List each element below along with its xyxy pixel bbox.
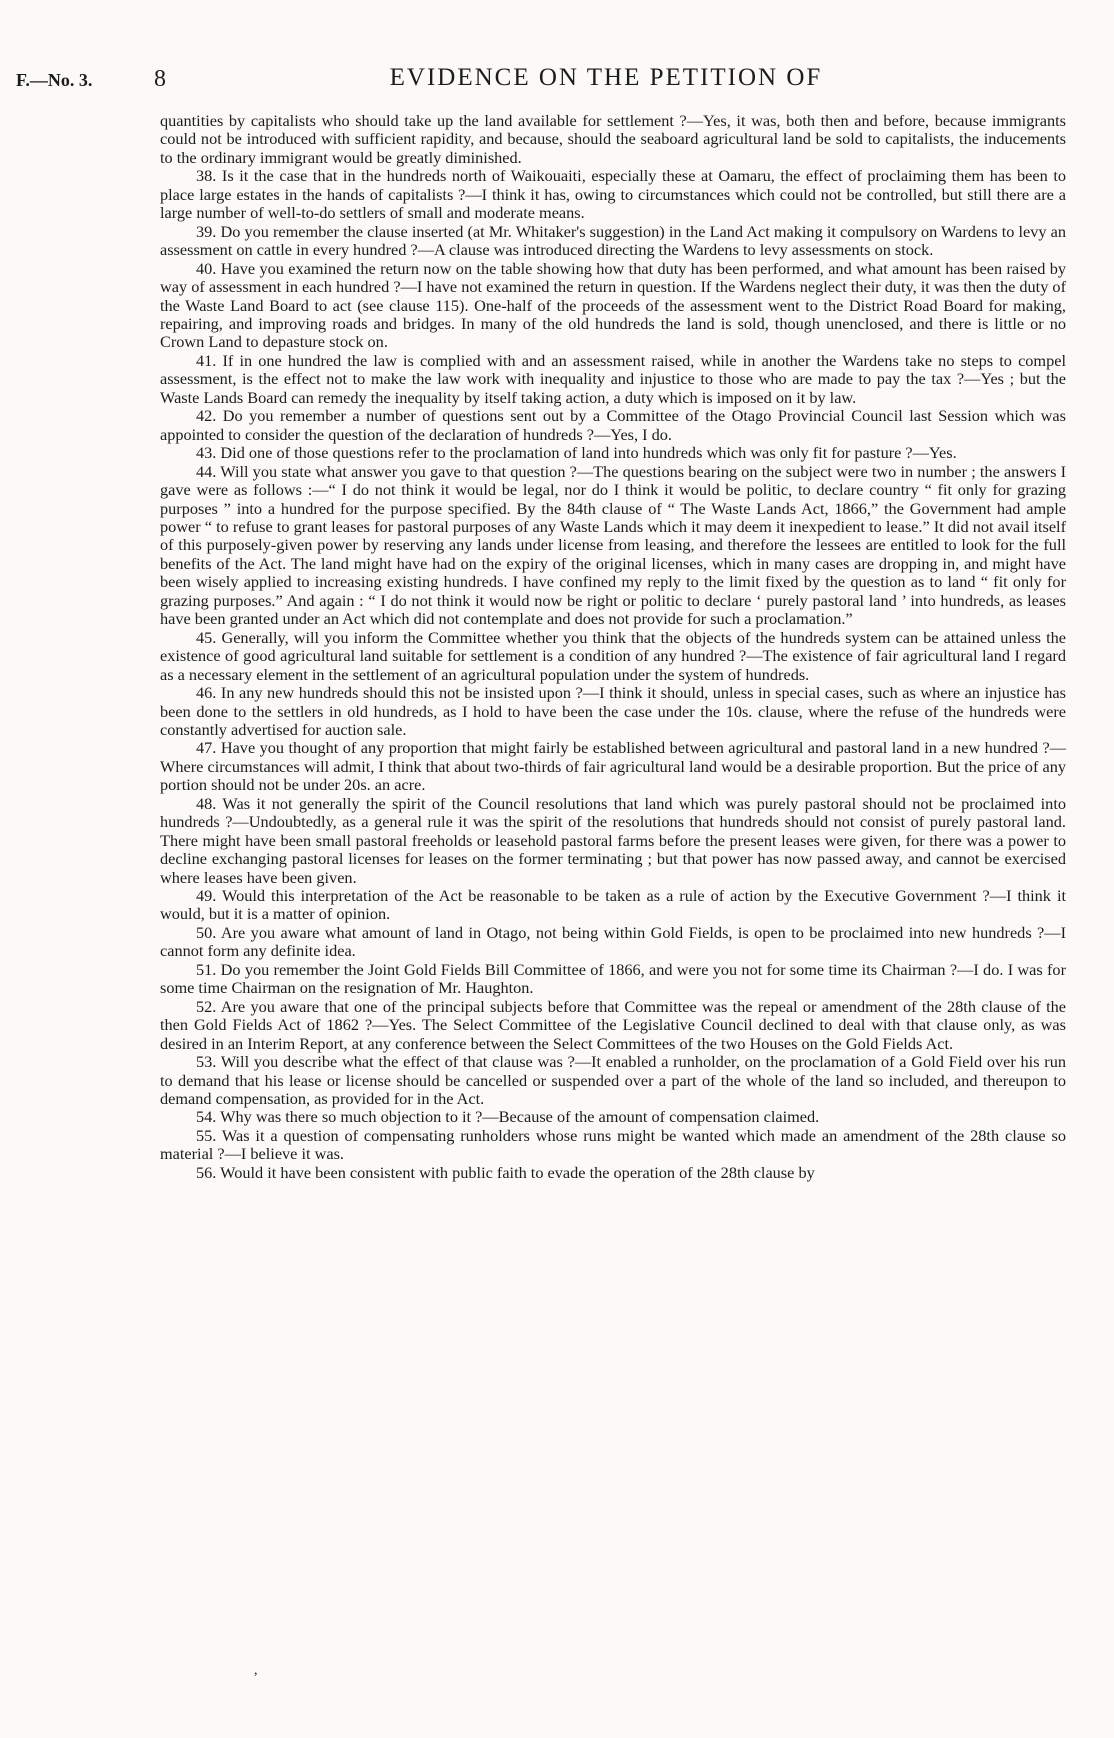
question-40: 40. Have you examined the return now on the table showing how that duty has been performed, and what amount has been raised by way of assessment in each hundred ?—I have not examined the return in question. If the Wardens neglect their duty, it was then the duty of the Waste Land Board to act (see clause 115). One-half of the proceeds of the assessment went to the District Road Board for making, repairing, and improving roads and bridges. In many of the old hundreds the land is sold, though unenclosed, and there is little or no Crown Land to depasture stock on. xyxy=(160,258,1066,352)
question-47: 47. Have you thought of any proportion that might fairly be established between agricultural and pastoral land in a new hundred ?—Where circumstances will admit, I think that about two-thirds of fair agricultural land would be a desirable proportion. But the price of any portion should not be under 20s. an acre. xyxy=(160,738,1066,795)
question-52: 52. Are you aware that one of the principal subjects before that Committee was the repeal or amendment of the 28th clause of the then Gold Fields Act of 1862 ?—Yes. The Select Committee of the Legislative Council declined to deal with that clause only, as was desired in an Interim Report, at any conference between the Select Committees of the two Houses on the Gold Fields Act. xyxy=(160,996,1066,1053)
question-38: 38. Is it the case that in the hundreds north of Waikouaiti, especially these at Oamaru, the effect of proclaiming them has been to place large estates in the hands of capitalists ?—I think it has, owing to circumstances which could not be controlled, but still there are a large number of well-to-do settlers of small and moderate means. xyxy=(160,166,1066,223)
question-42: 42. Do you remember a number of questions sent out by a Committee of the Otago Provincial Council last Session which was appointed to consider the question of the declaration of hundreds ?—Yes, I do. xyxy=(160,406,1066,444)
ink-mark: , xyxy=(254,1663,258,1678)
evidence-text xyxy=(160,112,1066,1182)
question-54: 54. Why was there so much objection to it ?—Because of the amount of compensation claimed. xyxy=(196,1107,820,1127)
question-50: 50. Are you aware what amount of land in Otago, not being within Gold Fields, is open to be proclaimed into new hundreds ?—I cannot form any definite idea. xyxy=(160,922,1066,961)
question-55: 55. Was it a question of compensating runholders whose runs might be wanted which made an amendment of the 28th clause so material ?—I believe it was. xyxy=(160,1125,1066,1164)
question-41: 41. If in one hundred the law is complied with and an assessment raised, while in another the Wardens take no steps to compel assessment, is the effect not to make the law work with inequality and injustice to those who are made to pay the tax ?—Yes ; but the Waste Lands Board can remedy the inequality by itself taking action, a duty which is imposed on it by law. xyxy=(160,350,1066,407)
question-44: 44. Will you state what answer you gave to that question ?—The questions bearing on the subject were two in number ; the answers I gave were as follows :—“ I do not think it would be legal, nor do I think it would be politic, to declare country “ fit only for grazing purposes ” into a hundred for the purpose specified. By the 84th clause of “ The Waste Lands Act, 1866,” the Government had ample power “ to refuse to grant leases for pastoral purposes of any Waste Lands which it may deem it inexpedient to lease.” It did not avail itself of this purposely-given power by reserving any lands under license from leasing, and therefore the lessees are entitled to look for the full benefits of the Act. The land might have had on the expiry of the original licenses, which in many cases are dropping in, and might have been wisely applied to increasing existing hundreds. I have confined my reply to the limit fixed by the question as to land “ fit only for grazing purposes.” And again : “ I do not think it would now be right or politic to declare ‘ purely pastoral land ’ into hundreds, as leases have been granted under an Act which did not contemplate and does not provide for such a proclamation.” xyxy=(160,461,1066,629)
page-number: 8 xyxy=(154,66,166,92)
question-51: 51. Do you remember the Joint Gold Fields Bill Committee of 1866, and were you not for some time its Chairman ?—I do. I was for some time Chairman on the resignation of Mr. Haughton. xyxy=(160,959,1066,998)
question-39: 39. Do you remember the clause inserted (at Mr. Whitaker's suggestion) in the Land Act making it compulsory on Wardens to levy an assessment on cattle in every hundred ?—A clause was introduced directing the Wardens to levy assessments on stock. xyxy=(160,221,1066,260)
question-43: 43. Did one of those questions refer to the proclamation of land into hundreds which was only fit for pasture ?—Yes. xyxy=(196,443,957,463)
question-53: 53. Will you describe what the effect of that clause was ?—It enabled a runholder, on the proclamation of a Gold Field over his run to demand that his lease or license should be cancelled or suspended over a part of the whole of the land so included, and thereupon to demand compensation, as provided for in the Act. xyxy=(160,1052,1066,1109)
page-header xyxy=(16,62,1086,94)
series-number: F.—No. 3. xyxy=(16,70,93,90)
question-45: 45. Generally, will you inform the Committee whether you think that the objects of the hundreds system can be attained unless the existence of good agricultural land suitable for settlement is a condition of any hundred ?—The existence of fair agricultural land I regard as a necessary element in the settlement of an agricultural population under the system of hundreds. xyxy=(160,627,1066,684)
question-49: 49. Would this interpretation of the Act be reasonable to be taken as a rule of action by the Executive Government ?—I think it would, but it is a matter of opinion. xyxy=(160,886,1066,924)
question-48: 48. Was it not generally the spirit of the Council resolutions that land which was purely pastoral should not be proclaimed into hundreds ?—Undoubtedly, as a general rule it was the spirit of the resolutions that hundreds should not consist of purely pastoral land. There might have been small pastoral freeholds or leasehold pastoral farms before the present leases were given, for there was a power to decline exchanging pastoral licenses for leases on the former terminating ; but that power has now passed away, and cannot be exercised where leases have been given. xyxy=(160,793,1066,887)
page-title: EVIDENCE ON THE PETITION OF xyxy=(389,64,823,91)
question-46: 46. In any new hundreds should this not be insisted upon ?—I think it should, unless in special cases, such as where an injustice has been done to the settlers in old hundreds, as I hold to have been the case under the 10s. clause, where the refuse of the hundreds were constantly advertised for auction sale. xyxy=(160,683,1066,739)
question-56: 56. Would it have been consistent with public faith to evade the operation of the 28th clause by xyxy=(196,1162,815,1182)
paragraph-continuation: quantities by capitalists who should take up the land available for settlement ?—Yes, it was, both then and before, because immigrants could not be introduced with sufficient rapidity, and because, should the seaboard agricultural land be sold to capitalists, the inducements to the ordinary immigrant would be greatly diminished. xyxy=(160,111,1066,167)
